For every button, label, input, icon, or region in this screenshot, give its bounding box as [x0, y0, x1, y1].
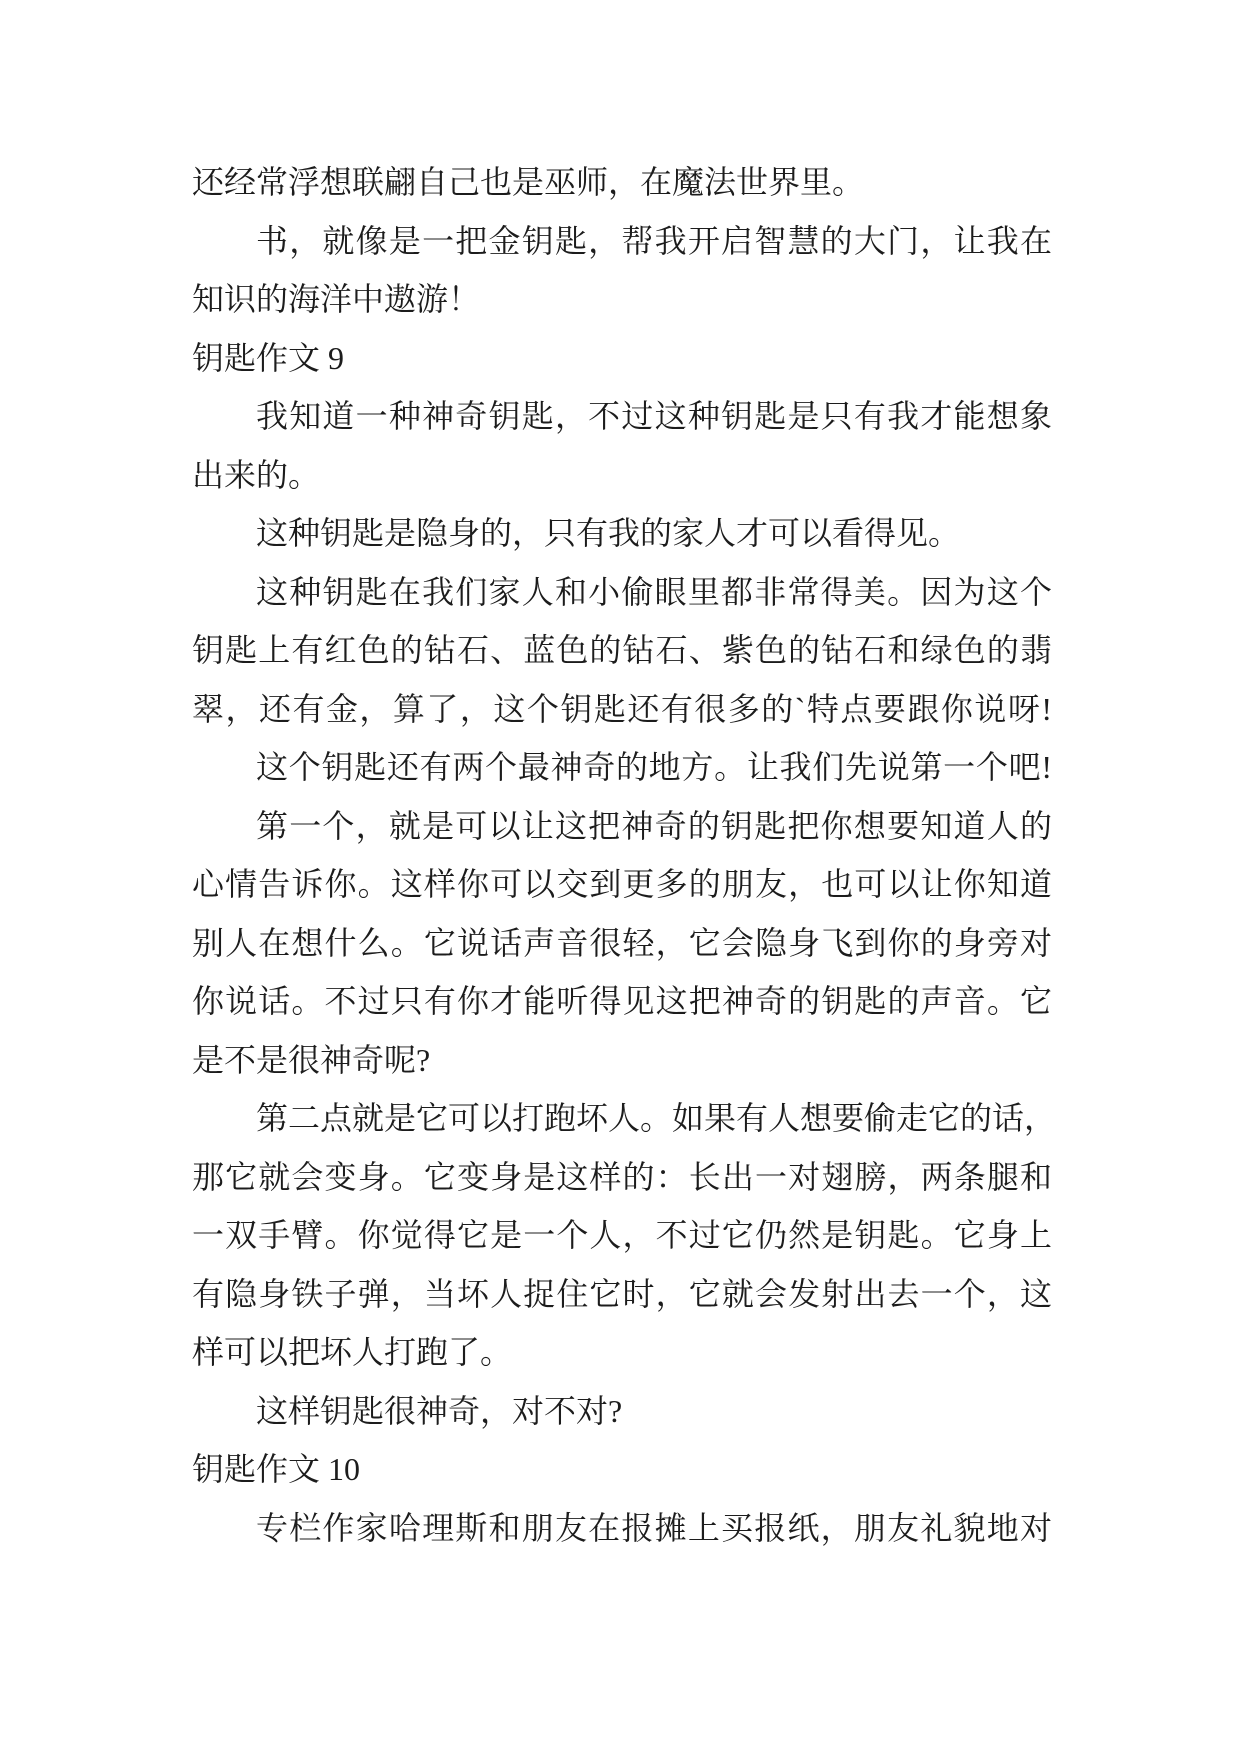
paragraph-line: 你说话。不过只有你才能听得见这把神奇的钥匙的声音。它 — [192, 983, 1052, 1019]
paragraph-line: 第一个，就是可以让这把神奇的钥匙把你想要知道人的 — [256, 807, 1052, 844]
paragraph-line: 书，就像是一把金钥匙，帮我开启智慧的大门，让我在 — [256, 222, 1052, 259]
paragraph-line: 第二点就是它可以打跑坏人。如果有人想要偷走它的话， — [256, 1100, 1057, 1136]
paragraph — [192, 504, 1052, 563]
essay-heading: 钥匙作文 9 — [192, 339, 345, 376]
paragraph-line: 知识的海洋中遨游！ — [192, 281, 481, 317]
paragraph-line: 出来的。 — [192, 456, 321, 493]
paragraph-line: 样可以把坏人打跑了。 — [192, 1334, 513, 1370]
paragraph — [192, 212, 1052, 329]
paragraph-line: 翠，还有金，算了，这个钥匙还有很多的`特点要跟你说呀! — [192, 690, 1052, 727]
paragraph-line: 是不是很神奇呢? — [192, 1041, 431, 1078]
paragraph-line: 钥匙上有红色的钻石、蓝色的钻石、紫色的钻石和绿色的翡 — [192, 632, 1052, 668]
paragraph-line: 别人在想什么。它说话声音很轻，它会隐身飞到你的身旁对 — [192, 924, 1052, 961]
paragraph-line: 心情告诉你。这样你可以交到更多的朋友，也可以让你知道 — [192, 866, 1052, 902]
paragraph — [192, 797, 1052, 1090]
document-body — [192, 153, 1057, 1557]
paragraph-line: 这种钥匙是隐身的，只有我的家人才可以看得见。 — [256, 515, 961, 551]
paragraph-line: 这样钥匙很神奇，对不对? — [256, 1392, 623, 1429]
paragraph — [192, 1382, 1052, 1441]
paragraph — [192, 738, 1052, 797]
paragraph — [192, 153, 1052, 212]
paragraph — [192, 1089, 1057, 1382]
paragraph-line: 专栏作家哈理斯和朋友在报摊上买报纸，朋友礼貌地对 — [256, 1509, 1052, 1546]
paragraph-line: 一双手臂。你觉得它是一个人，不过它仍然是钥匙。它身上 — [192, 1217, 1052, 1253]
paragraph — [192, 1499, 1052, 1558]
paragraph-line: 那它就会变身。它变身是这样的：长出一对翅膀，两条腿和 — [192, 1158, 1052, 1195]
paragraph-line: 这种钥匙在我们家人和小偷眼里都非常得美。因为这个 — [256, 573, 1052, 610]
paragraph-line: 还经常浮想联翩自己也是巫师，在魔法世界里。 — [192, 164, 865, 200]
paragraph — [192, 563, 1052, 739]
paragraph — [192, 387, 1052, 504]
paragraph-line: 有隐身铁子弹，当坏人捉住它时，它就会发射出去一个，这 — [192, 1275, 1052, 1312]
paragraph-line: 我知道一种神奇钥匙，不过这种钥匙是只有我才能想象 — [256, 398, 1052, 434]
paragraph-line: 这个钥匙还有两个最神奇的地方。让我们先说第一个吧! — [256, 749, 1052, 785]
essay-heading: 钥匙作文 10 — [192, 1451, 361, 1487]
